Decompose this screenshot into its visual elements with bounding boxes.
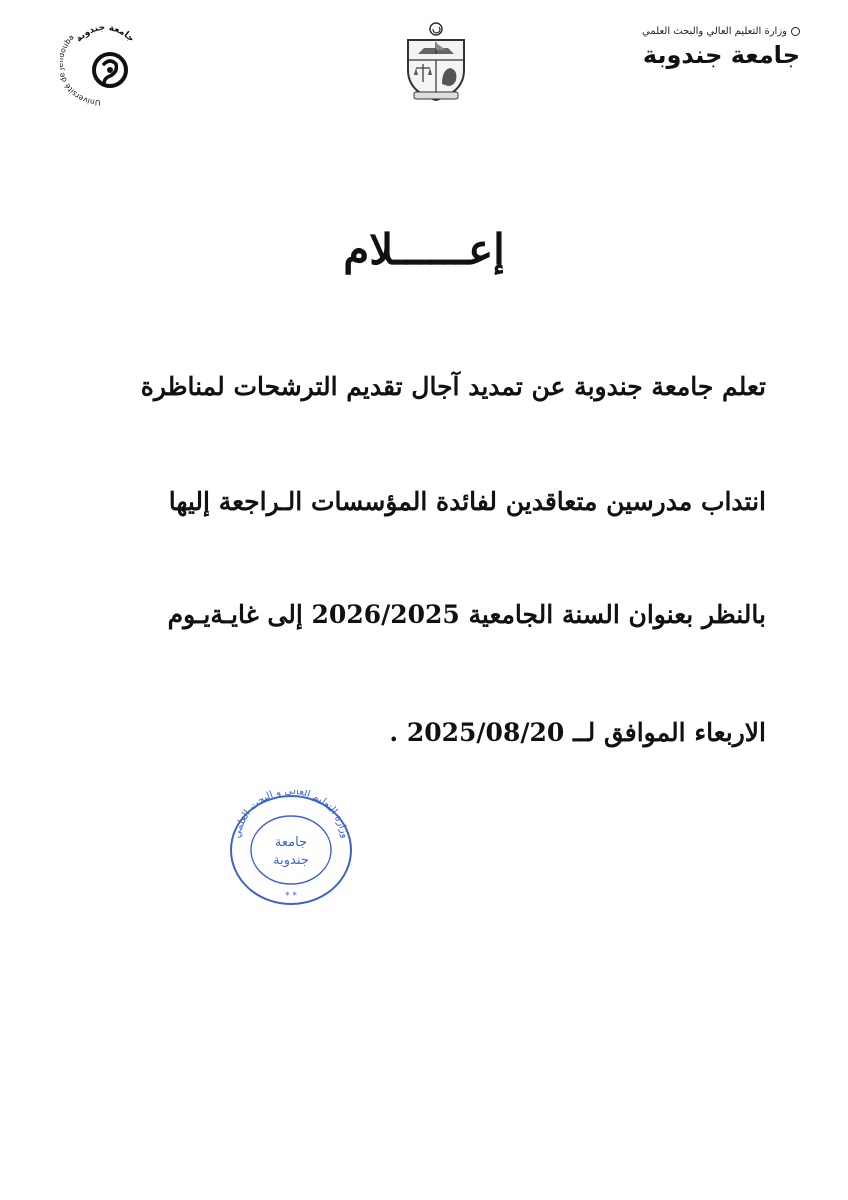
tunisia-coat-of-arms-icon [402, 20, 470, 102]
official-stamp [226, 790, 356, 908]
ministry-logo-icon [791, 27, 800, 36]
ministry-name: وزارة التعليم العالي والبحث العلمي [642, 26, 787, 37]
body-line-3: بالنظر بعنوان السنة الجامعية 2026/2025 إلى غايـةيـوم [167, 600, 766, 629]
logo-arabic-text: جامعة جندوبة [74, 22, 136, 45]
coat-of-arms [402, 20, 470, 102]
university-logo-icon [60, 18, 150, 108]
logo-french-text: Université uba [60, 32, 101, 108]
university-name: جامعة جندوبة [642, 41, 800, 69]
stamp-ring-text: وزارة التعليم العالي و البحث العلمي [231, 790, 351, 840]
official-stamp-icon [226, 790, 356, 908]
ministry-line [600, 26, 800, 37]
svg-text:وزارة التعليم العالي و البحث ا [232, 790, 351, 839]
svg-text:جامعة جندوبة [74, 23, 136, 44]
university-logo [60, 18, 150, 108]
body-line-2: انتداب مدرسين متعاقدين لفائدة المؤسسات الـراجعة إليها [168, 487, 766, 516]
header-institution [600, 26, 800, 69]
body-line-4: الاربعاء الموافق لــ 2025/08/20 . [389, 718, 766, 747]
stamp-center-line-1: جامعة [274, 835, 308, 850]
announcement-title: إعــــــلام [343, 225, 505, 274]
body-line-1: تعلم جامعة جندوبة عن تمديد آجال تقديم الترشحات لمناظرة [140, 372, 766, 401]
stamp-center-line-2: جندوبة [273, 853, 309, 868]
stamp-stars-icon: * * [285, 891, 297, 901]
